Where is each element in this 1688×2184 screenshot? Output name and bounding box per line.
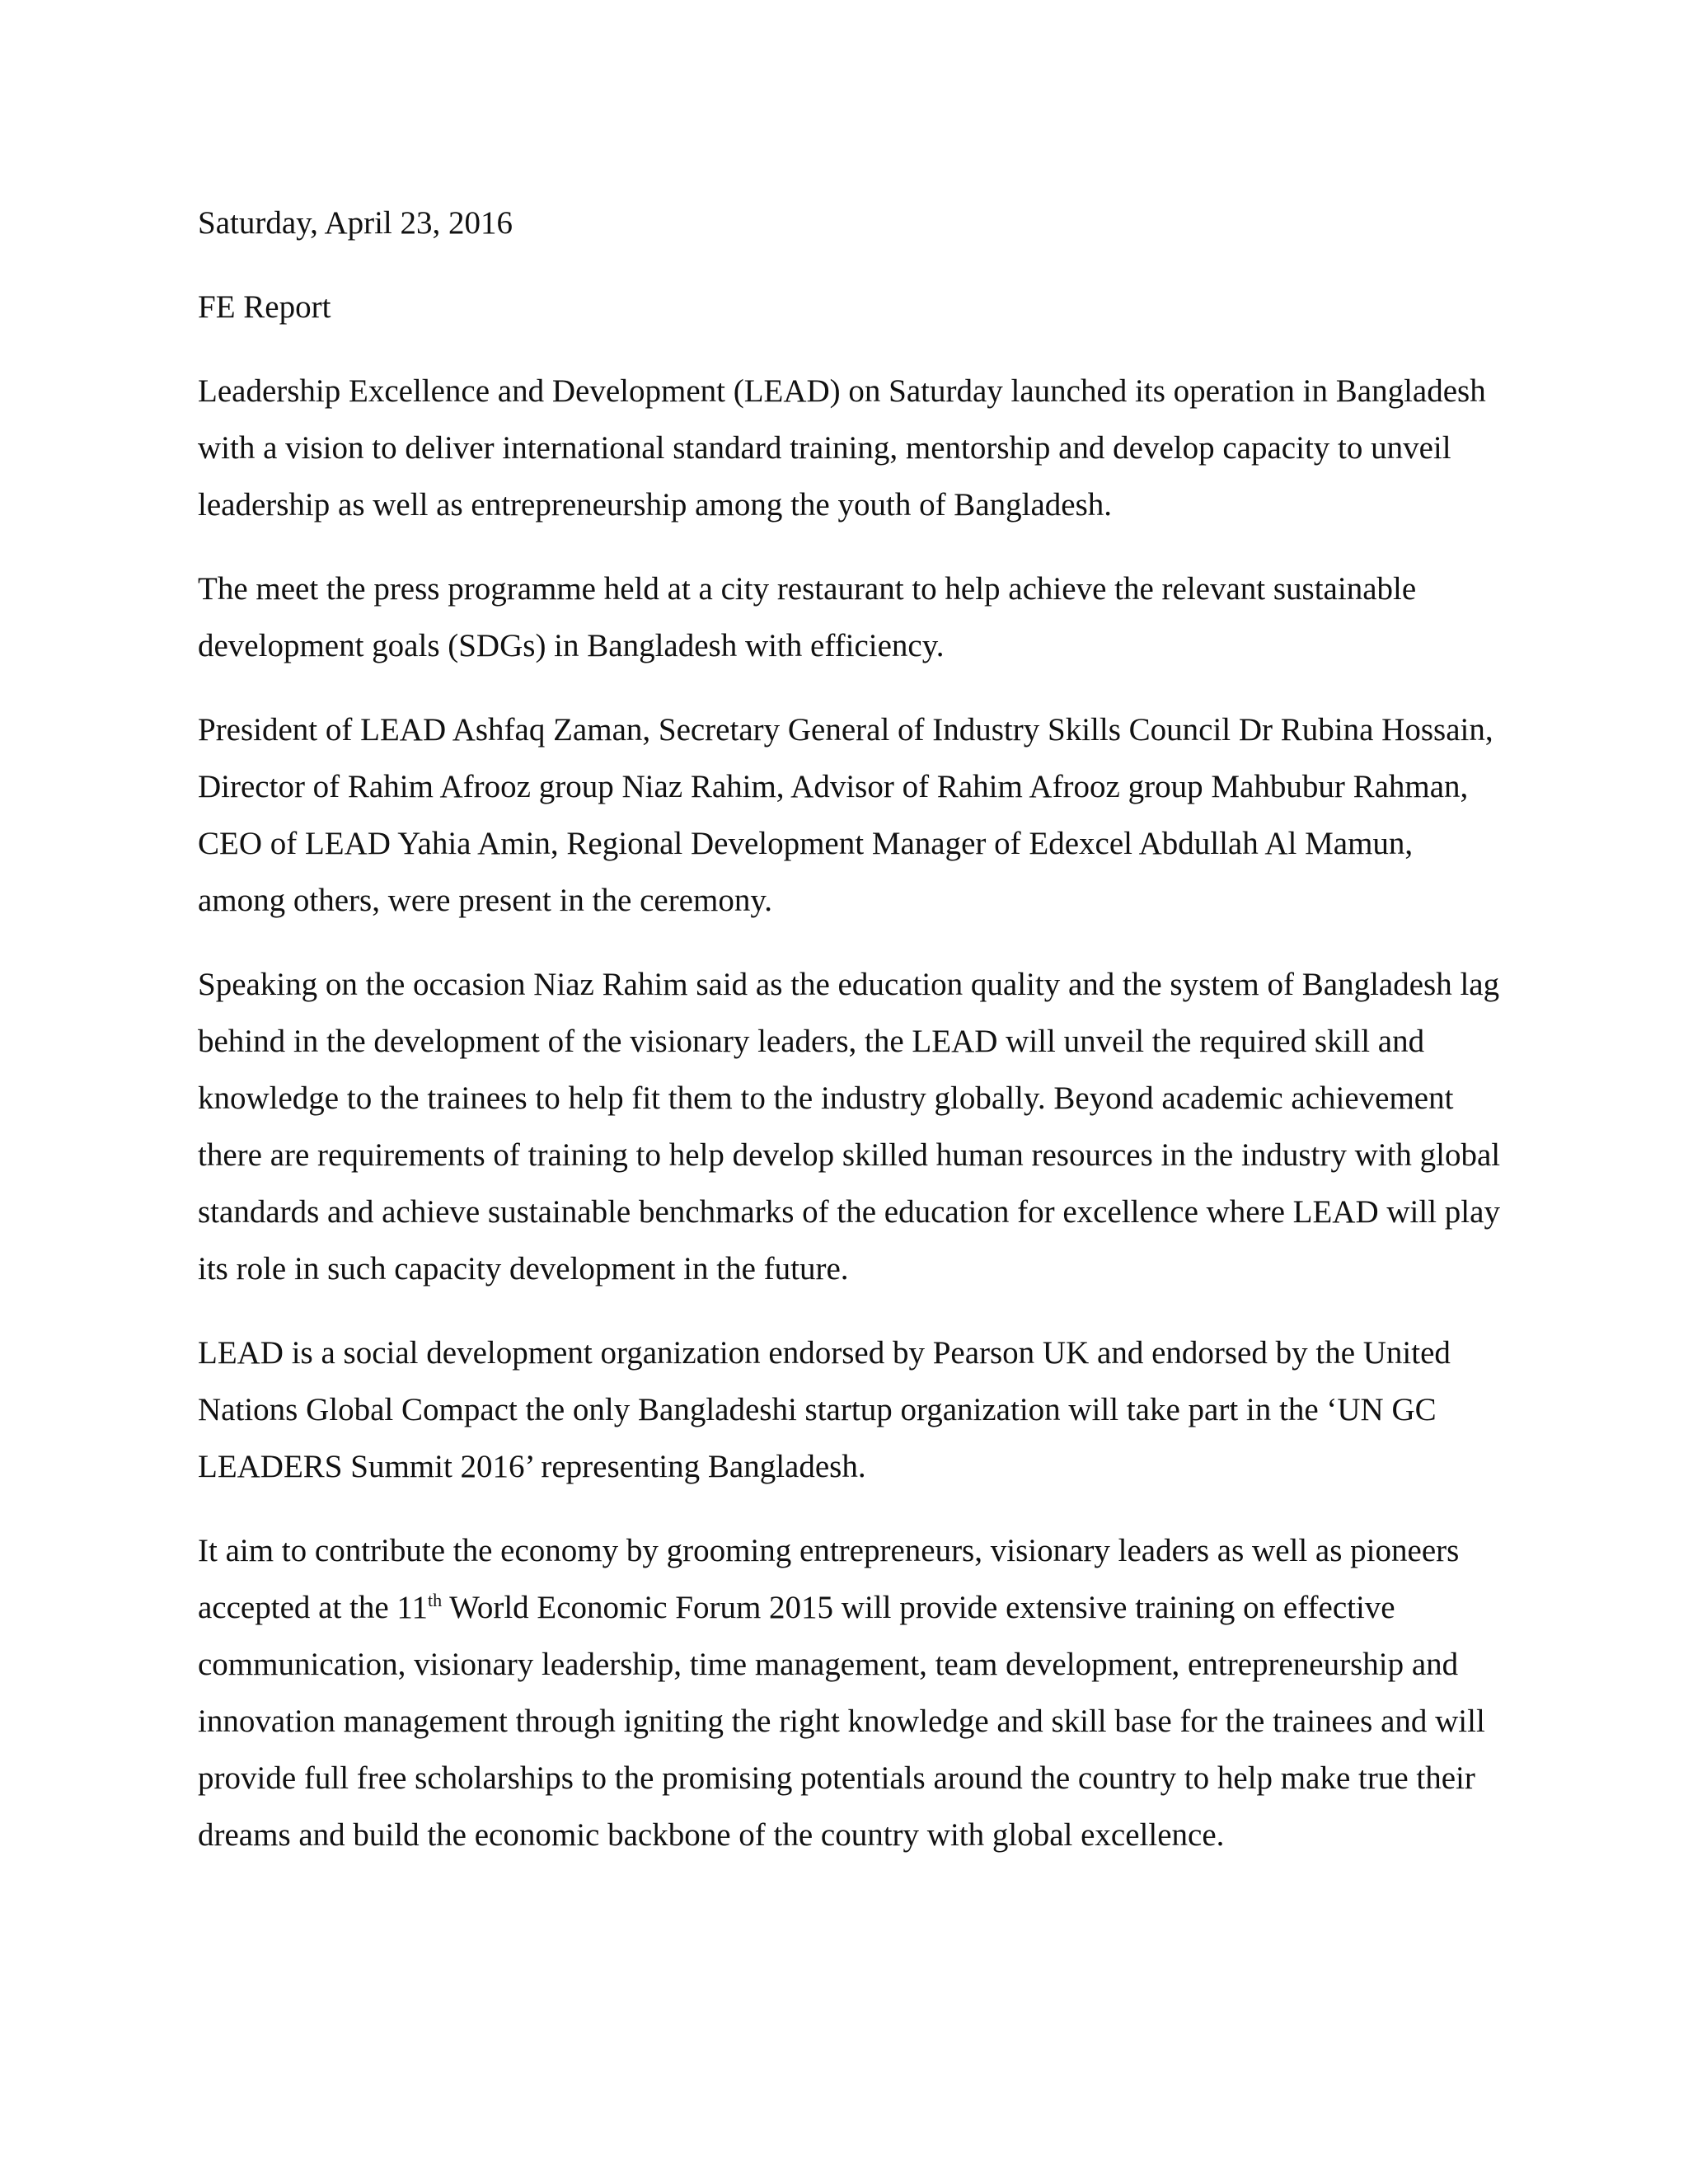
article-date: Saturday, April 23, 2016 (198, 205, 513, 241)
paragraph-lead-about: LEAD is a social development organization endorsed by Pearson UK and endorsed by the United Nations Global Compact the only Bangladeshi startup organization will take part in the ‘UN GC LEADERS Summit 2016’ representing Bangladesh. (198, 1335, 1451, 1484)
paragraph-aims (198, 1522, 1504, 1863)
aims-text-after: World Economic Forum 2015 will provide extensive training on effective communication, visionary leadership, time management, team development, entrepreneurship and innovation management through igniting the right knowledge and skill base for the trainees and will provide full free scholarships to the promising potentials around the country to help make true their dreams and build the economic backbone of the country with global excellence. (198, 1590, 1485, 1853)
paragraph-meet-the-press: The meet the press programme held at a city restaurant to help achieve the relevant sustainable development goals (SDGs) in Bangladesh with efficiency. (198, 571, 1417, 663)
paragraph-attendees: President of LEAD Ashfaq Zaman, Secretary General of Industry Skills Council Dr Rubina Hossain, Director of Rahim Afrooz group Niaz Rahim, Advisor of Rahim Afrooz group Mahbubur Rahman, CEO of LEAD Yahia Amin, Regional Development Manager of Edexcel Abdullah Al Mamun, among others, were present in the ceremony. (198, 712, 1493, 918)
paragraph-intro: Leadership Excellence and Development (LEAD) on Saturday launched its operation in Bangladesh with a vision to deliver international standard training, mentorship and develop capacity to unveil leadership as well as entrepreneurship among the youth of Bangladesh. (198, 373, 1486, 523)
ordinal-superscript: th (427, 1590, 443, 1610)
article-body (198, 194, 1504, 1891)
article-byline: FE Report (198, 289, 331, 325)
paragraph-niaz-rahim-quote: Speaking on the occasion Niaz Rahim said as the education quality and the system of Bangladesh lag behind in the development of the visionary leaders, the LEAD will unveil the required skill and knowledge to the trainees to help fit them to the industry globally. Beyond academic achievement there are requirements of training to help develop skilled human resources in the industry with global standards and achieve sustainable benchmarks of the education for excellence where LEAD will play its role in such capacity development in the future. (198, 967, 1501, 1286)
aims-text-before: It aim to contribute the economy by grooming entrepreneurs, visionary leaders as well as pioneers accepted at the 11 (198, 1533, 1460, 1625)
